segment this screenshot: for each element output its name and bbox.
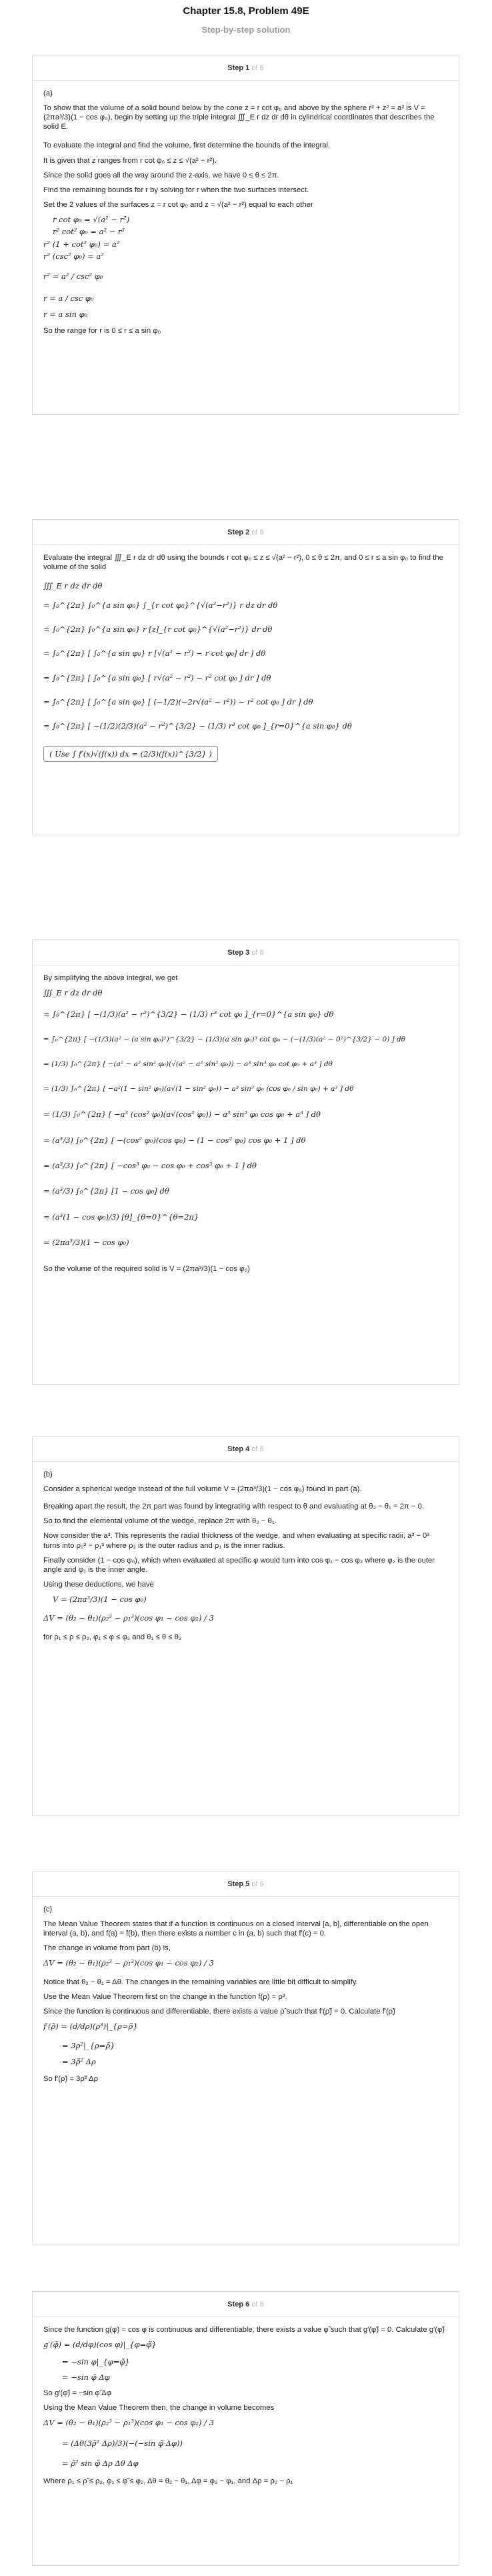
math-line: = (1/3) ∫₀^{2π} [ −a²(1 − sin² φ₀)(a√(1 − sin² φ₀)) − a³ sin³ φ₀ (cos φ₀ / sin φ₀) + a³ ] dθ bbox=[43, 1085, 354, 1094]
math-line: V = (2πa³/3)(1 − cos φ₀) bbox=[53, 1594, 147, 1604]
step-line: To show that the volume of a solid bound below by the cone z = r cot φ₀ and above by the sphere r² + z² = a² is V = (2πa³/3)(1 − cos φ₀), begin by setting up the triple integral ∭_E r dz dr dθ in cylindrical coordinates that describes the solid E. bbox=[43, 104, 435, 131]
math-line: r² (1 + cot² φ₀) = a² bbox=[43, 239, 120, 249]
step-line: Find the remaining bounds for r by solving for r when the two surfaces intersect. bbox=[43, 185, 309, 194]
step-body bbox=[33, 1462, 459, 1654]
step-header: Step 4 of 6 bbox=[33, 1436, 459, 1462]
math-line: ΔV = (θ₂ − θ₁)(ρ₂³ − ρ₁³)(cos φ₁ − cos φ₂) / 3 bbox=[43, 1958, 215, 1968]
math-line: r² cot² φ₀ = a² − r² bbox=[53, 227, 125, 237]
step-line: So g′(φ̃) = −sin φ̃ Δφ bbox=[43, 2389, 111, 2398]
step-line: Evaluate the integral ∭_E r dz dr dθ using the bounds r cot φ₀ ≤ z ≤ √(a² − r²), 0 ≤ θ ≤ 2π, and 0 ≤ r ≤ a sin φ₀ to find the volume of the solid bbox=[43, 554, 443, 572]
page-subtitle: Step-by-step solution bbox=[201, 25, 291, 35]
step-body bbox=[33, 1897, 459, 2096]
step-line: So to find the elemental volume of the wedge, replace 2π with θ₂ − θ₁. bbox=[43, 1517, 277, 1526]
math-line: ΔV = (θ₂ − θ₁)(ρ₂³ − ρ₁³)(cos φ₁ − cos φ₂) / 3 bbox=[43, 2418, 215, 2428]
step-line: Breaking apart the result, the 2π part was found by integrating with respect to θ and evaluating at θ₂ − θ₁ = 2π − 0. bbox=[43, 1502, 425, 1511]
step-card bbox=[32, 1871, 459, 2244]
step-line: Now consider the a³. This represents the radial thickness of the wedge, and when evaluating at specific radii, a³ − 0³ turns into ρ₂³ − ρ₁³ where ρ₂ is the outer radius and ρ₁ is the inner radius. bbox=[43, 1532, 430, 1550]
math-line: = −sin φ|_{φ=φ̃} bbox=[62, 2357, 130, 2367]
step-header: Step 1 of 6 bbox=[33, 55, 459, 81]
step-line: So the volume of the required solid is V = (2πa³/3)(1 − cos φ₀) bbox=[43, 1265, 250, 1274]
step-line: Finally consider (1 − cos φ₀), which when evaluated at specific φ would turn into cos φ₁ − cos φ₂ where φ₂ is the outer angle and φ₁ is the inner angle. bbox=[43, 1556, 435, 1574]
step-line: It is given that z ranges from r cot φ₀ ≤ z ≤ √(a² − r²). bbox=[43, 156, 217, 165]
math-line: f′(ρ̃) = (d/dρ)(ρ³)|_{ρ=ρ̃} bbox=[43, 2022, 138, 2032]
step-line: (c) bbox=[43, 1905, 53, 1913]
step-header: Step 3 of 6 bbox=[33, 940, 459, 965]
step-line: Use the Mean Value Theorem first on the change in the function f(ρ) = ρ³. bbox=[43, 1992, 287, 2001]
step-line: To evaluate the integral and find the volume, first determine the bounds of the integral. bbox=[43, 141, 331, 150]
math-line: = (Δθ(3ρ̃² Δρ)/3)(−(−sin φ̃ Δφ)) bbox=[62, 2438, 183, 2448]
step-line: Since the function is continuous and differentiable, there exists a value ρ̃ such that f′(ρ̃) = 0. Calculate f′(ρ̃) bbox=[43, 2008, 395, 2016]
step-line: The change in volume from part (b) is, bbox=[43, 1944, 171, 1953]
step-line: Set the 2 values of the surfaces z = r cot φ₀ and z = √(a² − r²) equal to each other bbox=[43, 200, 313, 209]
math-line bbox=[43, 746, 448, 762]
page-title: Chapter 15.8, Problem 49E bbox=[183, 5, 309, 17]
math-line: r = a / csc φ₀ bbox=[43, 293, 94, 303]
math-line: = ∫₀^{2π} [ −(1/3)(a² − (a sin φ₀)²)^{3/2} − (1/3)(a sin φ₀)³ cot φ₀ − (−(1/3)(a² − 0²)^{3/2} − 0) ] dθ bbox=[43, 1035, 406, 1043]
math-line: r = a sin φ₀ bbox=[43, 310, 88, 320]
step-line: By simplifying the above integral, we get bbox=[43, 974, 178, 982]
math-line: = ∫₀^{2π} [ −(1/2)(2/3)(a² − r²)^{3/2} − (1/3) r³ cot φ₀ ]_{r=0}^{a sin φ₀} dθ bbox=[43, 721, 352, 731]
step-line: The Mean Value Theorem states that if a function is continuous on a closed interval [a, b], differentiable on the open interval (a, b), and f(a) = f(b), then there exists a number c in (a, b) such that f′(c) = 0. bbox=[43, 1920, 429, 1938]
step-card bbox=[32, 519, 459, 835]
formula-hint-box: ( Use ∫ f′(x)√(f(x)) dx = (2/3)(f(x))^{3/2} ) bbox=[43, 746, 218, 762]
math-line: ΔV = (θ₂ − θ₁)(ρ₂³ − ρ₁³)(cos φ₁ − cos φ₂) / 3 bbox=[43, 1613, 215, 1623]
math-line: = (a³/3) ∫₀^{2π} [1 − cos φ₀] dθ bbox=[43, 1186, 169, 1196]
step-header: Step 5 of 6 bbox=[33, 1871, 459, 1897]
math-line: r cot φ₀ = √(a² − r²) bbox=[53, 214, 130, 224]
step-body bbox=[33, 545, 459, 771]
math-line: = ∫₀^{2π} [ ∫₀^{a sin φ₀} r [√(a² − r²) − r cot φ₀] dr ] dθ bbox=[43, 649, 266, 659]
step-line: for ρ₁ ≤ ρ ≤ ρ₂, φ₁ ≤ φ ≤ φ₂ and θ₁ ≤ θ ≤ θ₂ bbox=[43, 1633, 182, 1641]
math-line: r² (csc² φ₀) = a² bbox=[43, 252, 104, 262]
math-line: = −sin φ̃ Δφ bbox=[62, 2372, 110, 2382]
math-line: = 3ρ̃² Δρ bbox=[62, 2056, 96, 2066]
math-line: = ∫₀^{2π} [ −(1/3)(a² − r²)^{3/2} − (1/3) r³ cot φ₀ ]_{r=0}^{a sin φ₀} dθ bbox=[43, 1009, 334, 1019]
math-line: ∭_E r dz dr dθ bbox=[43, 988, 103, 998]
step-line: So the range for r is 0 ≤ r ≤ a sin φ₀ bbox=[43, 326, 161, 335]
step-body bbox=[33, 81, 459, 348]
step-card bbox=[32, 55, 459, 415]
step-card bbox=[32, 939, 459, 1385]
step-header: Step 6 of 6 bbox=[33, 2292, 459, 2317]
step-body bbox=[33, 2317, 459, 2498]
math-line: = ρ̃² sin φ̃ Δρ Δθ Δφ bbox=[62, 2459, 139, 2469]
math-line: = (a³/3) ∫₀^{2π} [ −(cos² φ₀)(cos φ₀) − (1 − cos² φ₀) cos φ₀ + 1 ] dθ bbox=[43, 1135, 306, 1145]
math-line: = (1/3) ∫₀^{2π} [ −a³ (cos² φ₀)(a√(cos² φ₀)) − a³ sin² φ₀ cos φ₀ + a³ ] dθ bbox=[43, 1110, 321, 1120]
step-line: (b) bbox=[43, 1470, 53, 1478]
step-line: Consider a spherical wedge instead of the full volume V = (2πa³/3)(1 − cos φ₀) found in part (a). bbox=[43, 1485, 362, 1494]
math-line: = ∫₀^{2π} ∫₀^{a sin φ₀} r [z]_{r cot φ₀}^{√(a²−r²)} dr dθ bbox=[43, 624, 273, 634]
step-card bbox=[32, 2291, 459, 2566]
math-line: g′(φ̃) = (d/dφ)(cos φ)|_{φ=φ̃} bbox=[43, 2340, 157, 2350]
math-line: = ∫₀^{2π} [ ∫₀^{a sin φ₀} [ (−1/2)(−2r√(a² − r²)) − r² cot φ₀ ] dr ] dθ bbox=[43, 697, 313, 707]
step-body bbox=[33, 965, 459, 1286]
step-line: Where ρ₁ ≤ ρ̃ ≤ ρ₂, φ₁ ≤ φ̃ ≤ φ₂, Δθ = θ₂ − θ₁, Δφ = φ₂ − φ₁, and Δρ = ρ₂ − ρ₁ bbox=[43, 2477, 293, 2485]
step-card bbox=[32, 1436, 459, 1816]
math-line: = (a³(1 − cos φ₀)/3) [θ]_{θ=0}^{θ=2π} bbox=[43, 1212, 199, 1222]
step-line: Notice that θ₂ − θ₁ = Δθ. The changes in the remaining variables are little bit difficult to simplify. bbox=[43, 1978, 358, 1986]
step-line: Using the Mean Value Theorem then, the change in volume becomes bbox=[43, 2404, 275, 2413]
step-line: Since the function g(φ) = cos φ is continuous and differentiable, there exists a value φ̃ such that g′(φ̃) = 0. Calculate g′(φ̃) bbox=[43, 2326, 445, 2334]
math-line: ∭_E r dz dr dθ bbox=[43, 581, 103, 591]
math-line: r² = a² / csc² φ₀ bbox=[43, 272, 103, 282]
math-line: = (1/3) ∫₀^{2π} [ −(a² − a² sin² φ₀)(√(a² − a² sin² φ₀)) − a³ sin³ φ₀ cot φ₀ + a³ ] dθ bbox=[43, 1059, 333, 1068]
math-line: = (a³/3) ∫₀^{2π} [ −cos³ φ₀ − cos φ₀ + cos³ φ₀ + 1 ] dθ bbox=[43, 1160, 257, 1170]
step-line: Since the solid goes all the way around the z-axis, we have 0 ≤ θ ≤ 2π. bbox=[43, 171, 279, 179]
math-line: = ∫₀^{2π} [ ∫₀^{a sin φ₀} [ r√(a² − r²) − r² cot φ₀ ] dr ] dθ bbox=[43, 673, 271, 683]
math-line: = ∫₀^{2π} ∫₀^{a sin φ₀} ∫_{r cot φ₀}^{√(a²−r²)} r dz dr dθ bbox=[43, 600, 278, 610]
step-line: (a) bbox=[43, 89, 53, 97]
step-line: Using these deductions, we have bbox=[43, 1580, 154, 1589]
step-line: So f′(ρ̃) = 3ρ̃² Δρ bbox=[43, 2075, 98, 2084]
math-line: = 3ρ²|_{ρ=ρ̃} bbox=[62, 2040, 115, 2050]
step-header: Step 2 of 6 bbox=[33, 520, 459, 545]
math-line: = (2πa³/3)(1 − cos φ₀) bbox=[43, 1238, 129, 1248]
